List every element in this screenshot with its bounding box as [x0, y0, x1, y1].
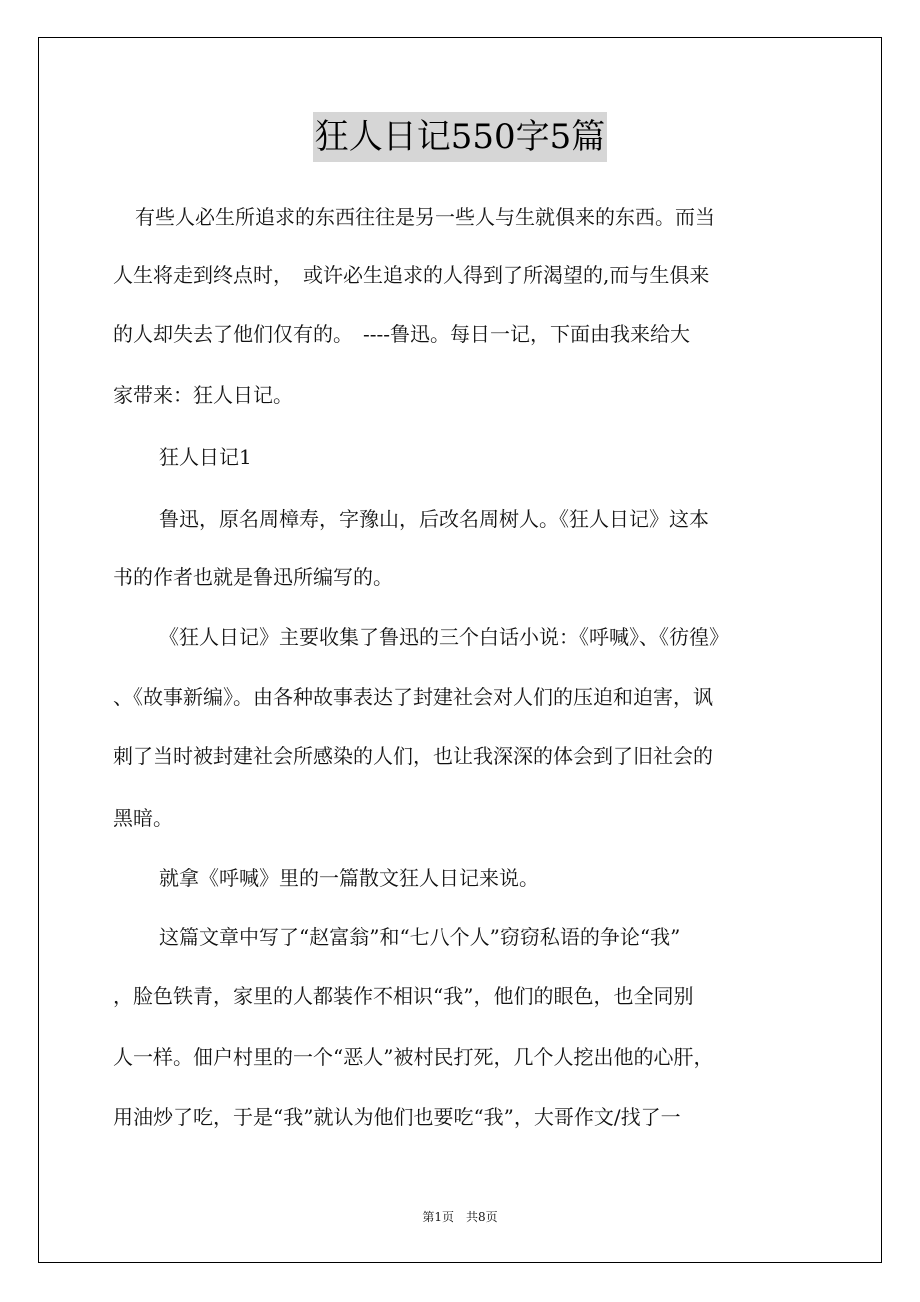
- document-title: 狂人日记550字5篇: [313, 112, 608, 162]
- text-line: 书的作者也就是鲁迅所编写的。: [113, 565, 393, 589]
- text-line: 人一样。佃户村里的一个“恶人”被村民打死，几个人挖出他的心肝，: [113, 1045, 714, 1069]
- text-line: 家带来：狂人日记。: [113, 383, 293, 407]
- title-container: [0, 112, 920, 162]
- text-line: 鲁迅，原名周樟寿，字豫山，后改名周树人。《狂人日记》这本: [159, 507, 709, 531]
- text-line: 人生将走到终点时， 或许必生追求的人得到了所渴望的,而与生俱来: [113, 263, 710, 287]
- text-line: 黑暗。: [113, 806, 173, 830]
- text-line: ，脸色铁青，家里的人都装作不相识“我”，他们的眼色，也全同别: [113, 984, 694, 1008]
- text-line: 这篇文章中写了“赵富翁”和“七八个人”窃窃私语的争论“我”: [159, 925, 681, 949]
- text-line: 、《故事新编》。由各种故事表达了封建社会对人们的压迫和迫害，讽: [113, 685, 713, 709]
- text-line: 用油炒了吃，于是“我”就认为他们也要吃“我”，大哥作文/找了一: [113, 1105, 681, 1129]
- text-line: 刺了当时被封建社会所感染的人们，也让我深深的体会到了旧社会的: [113, 744, 713, 768]
- page-footer: 第1页 共8页: [422, 1210, 498, 1224]
- text-line: 《狂人日记》主要收集了鲁迅的三个白话小说：《呼喊》、《彷徨》: [159, 625, 729, 649]
- text-line: 就拿《呼喊》里的一篇散文狂人日记来说。: [159, 866, 539, 890]
- section-heading: 狂人日记1: [159, 445, 252, 469]
- text-line: 有些人必生所追求的东西往往是另一些人与生就俱来的东西。而当: [135, 205, 715, 229]
- text-line: 的人却失去了他们仅有的。 ----鲁迅。每日一记，下面由我来给大: [113, 322, 691, 346]
